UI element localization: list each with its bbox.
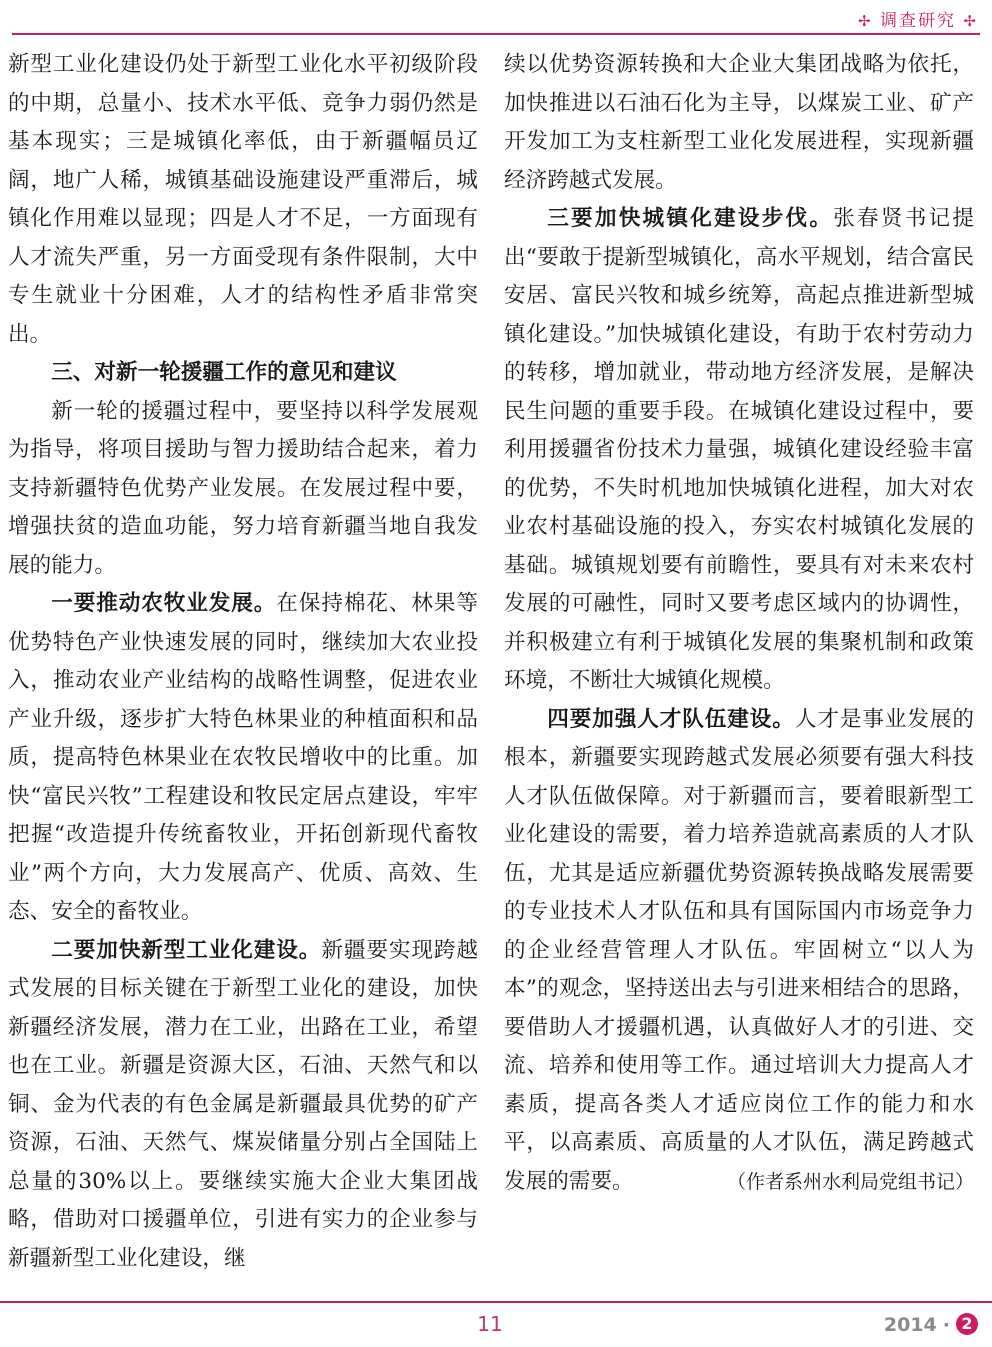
paragraph [504,46,974,200]
paragraph [8,585,478,932]
paragraph [504,701,974,1202]
paragraph-text: 人才是事业发展的根本，新疆要实现跨越式发展必须要有强大科技人才队伍做保障。对于新疆而言，要着眼新型工业化建设的需要，着力培养造就高素质的人才队伍，尤其是适应新疆优势资源转换战略发展需要的专业技术人才队伍和具有国际国内市场竞争力的企业经营管理人才队伍。牢固树立“以人为本”的观念，坚持送出去与引进来相结合的思路，要借助人才援疆机遇，认真做好人才的引进、交流、培养和使用等工作。通过培训大力提高人才素质，提高各类人才适应岗位工作的能力和水平，以高素质、高质量的人才队伍，满足跨越式发展的需要。 [504,706,974,1194]
footer-divider [0,1301,992,1303]
paragraph [8,46,478,354]
issue-number-badge: 2 [956,1313,978,1335]
author-note: （作者系州水利局党组书记） [726,1170,974,1193]
section-title-text: 调查研究 [880,11,957,31]
ornament-left-icon: ✢ [858,12,873,30]
paragraph-text: 新疆要实现跨越式发展的目标关键在于新型工业化的建设，加快新疆经济发展，潜力在工业，出路在工业，希望也在工业。新疆是资源大区，石油、天然气和以铜、金为代表的有色金属是新疆最具优势的矿产资源，石油、天然气、煤炭储量分别占全国陆上总量的30%以上。要继续实施大企业大集团战略，借助对口援疆单位，引进有实力的企业参与新疆新型工业化建设，继 [8,937,478,1271]
section-heading: 三、对新一轮援疆工作的意见和建议 [51,360,397,385]
right-column [504,46,974,1201]
paragraph [8,393,478,586]
ornament-right-icon: ✢ [963,12,978,30]
paragraph-text: 新一轮的援疆过程中，要坚持以科学发展观为指导，将项目援助与智力援助结合起来，着力支持新疆特色优势产业发展。在发展过程中要，增强扶贫的造血功能，努力培育新疆当地自我发展的能力。 [8,398,478,578]
paragraph-text: 张春贤书记提出“要敢于提新型城镇化，高水平规划，结合富民安居、富民兴牧和城乡统筹，高起点推进新型城镇化建设。”加快城镇化建设，有助于农村劳动力的转移，增加就业，带动地方经济发展，是解决民生问题的重要手段。在城镇化建设过程中，要利用援疆省份技术力量强，城镇化建设经验丰富的优势，不失时机地加快城镇化进程，加大对农业农村基础设施的投入，夯实农村城镇化发展的基础。城镇规划要有前瞻性，要具有对未来农村发展的可融性，同时又要考虑区域内的协调性，并积极建立有利于城镇化发展的集聚机制和政策环境，不断壮大城镇化规模。 [504,206,974,693]
section-title [858,6,978,31]
paragraph-text: 在保持棉花、林果等优势特色产业快速发展的同时，继续加大农业投入，推动农业产业结构的战略性调整，促进农业产业升级，逐步扩大特色林果业的种植面积和品质，提高特色林果业在农牧民增收中的比重。加快“富民兴牧”工程建设和牧民定居点建设，牢牢把握“改造提升传统畜牧业，开拓创新现代畜牧业”两个方向，大力发展高产、优质、高效、生态、安全的畜牧业。 [8,591,478,924]
paragraph [504,200,974,701]
page-number: 11 [477,1312,503,1336]
header-divider [12,33,980,35]
issue-year: 2014 [883,1314,937,1336]
page-header [0,0,992,36]
issue-label [884,1314,978,1336]
paragraph-lead: 二要加快新型工业化建设。 [51,937,322,963]
paragraph [8,932,478,1279]
issue-separator: · [942,1314,950,1336]
paragraph-lead: 四要加强人才队伍建设。 [547,706,795,732]
paragraph-text: 续以优势资源转换和大企业大集团战略为依托，加快推进以石油石化为主导，以煤炭工业、矿产开发加工为支柱新型工业化发展进程，实现新疆经济跨越式发展。 [504,52,974,193]
paragraph-text: 新型工业化建设仍处于新型工业化水平初级阶段的中期，总量小、技术水平低、竞争力弱仍然是基本现实；三是城镇化率低，由于新疆幅员辽阔，地广人稀，城镇基础设施建设严重滞后，城镇化作用难以显现；四是人才不足，一方面现有人才流失严重，另一方面受现有条件限制，大中专生就业十分困难，人才的结构性矛盾非常突出。 [8,52,478,347]
left-column [8,46,478,1278]
paragraph-lead: 一要推动农牧业发展。 [51,591,277,616]
paragraph-lead: 三要加快城镇化建设步伐。 [547,206,834,231]
